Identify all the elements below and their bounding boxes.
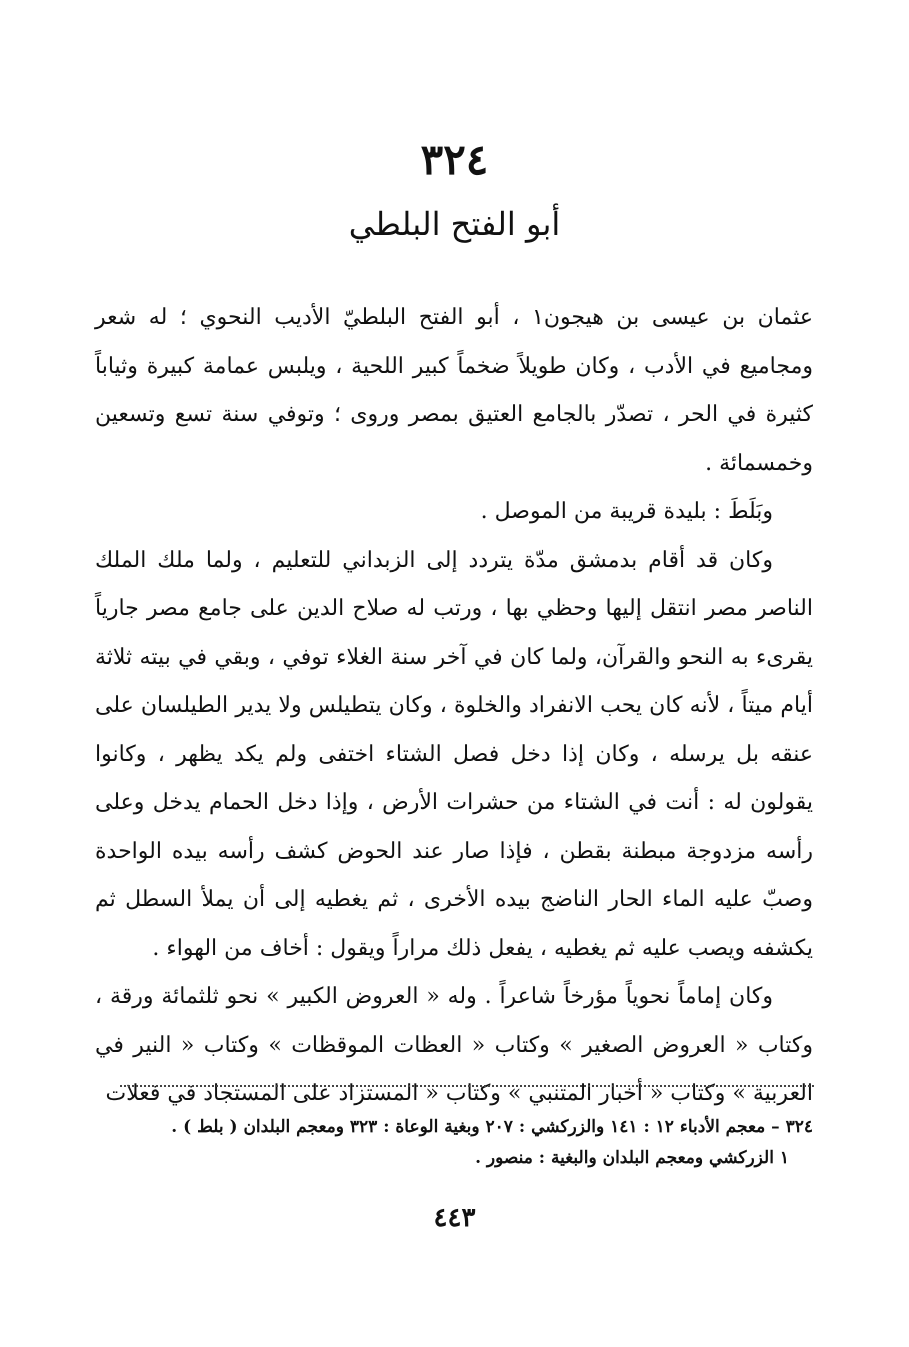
entry-title: أبو الفتح البلطي (348, 205, 561, 243)
footnote-variant: ١ الزركشي ومعجم البلدان والبغية : منصور . (475, 1148, 789, 1168)
footnote-sources: ٣٢٤ – معجم الأدباء ١٢ : ١٤١ والزركشي : ٢٠٧ وبغية الوعاة : ٣٢٣ ومعجم البلدان ( بلط ) . (171, 1117, 813, 1137)
body-text (95, 294, 813, 1119)
page-number: ٤٤٣ (433, 1203, 476, 1233)
paragraph-place-note: وبَلَطَ : بليدة قريبة من الموصل . (480, 499, 773, 524)
paragraph-works: وكان إماماً نحوياً مؤرخاً شاعراً . وله « العروض الكبير » نحو ثلثمائة ورقة ، وكتاب « العروض الصغير » وكتاب « العظات الموقظات » وكتاب « النير في العربية » وكتاب « أخبار المتنبي » وكتاب « المستزاد على المستجاد في فعلات (95, 984, 813, 1106)
footnote-divider (120, 1085, 814, 1087)
paragraph-life-details: وكان قد أقام بدمشق مدّة يتردد إلى الزبداني للتعليم ، ولما ملك الملك الناصر مصر انتقل إليها وحظي بها ، ورتب له صلاح الدين على جامع مصر جارياً يقرىء به النحو والقرآن، ولما كان في آخر سنة الغلاء توفي ، وبقي في بيته ثلاثة أيام ميتاً ، لأنه كان يحب الانفراد والخلوة ، وكان يتطيلس ولا يدير الطيلسان على عنقه بل يرسله ، وكان إذا دخل فصل الشتاء اختفى ولم يكد يظهر ، وكانوا يقولون له : أنت في الشتاء من حشرات الأرض ، وإذا دخل الحمام يدخل وعلى رأسه مزدوجة مبطنة بقطن ، فإذا صار عند الحوض كشف رأسه بيده الواحدة وصبّ عليه الماء الحار الناضج بيده الأخرى ، ثم يغطيه إلى أن يملأ السطل ثم يكشفه ويصب عليه ثم يغطيه ، يفعل ذلك مراراً ويقول : أخاف من الهواء . (95, 547, 813, 961)
entry-number: ٣٢٤ (420, 135, 489, 184)
footnotes (95, 1112, 813, 1174)
paragraph-biography: عثمان بن عيسى بن هيجون١ ، أبو الفتح البلطيّ الأديب النحوي ؛ له شعر ومجاميع في الأدب ، وكان طويلاً ضخماً كبير اللحية ، ويلبس عمامة كبيرة وثياباً كثيرة في الحر ، تصدّر بالجامع العتيق بمصر وروى ؛ وتوفي سنة تسع وتسعين وخمسمائة . (95, 305, 813, 476)
